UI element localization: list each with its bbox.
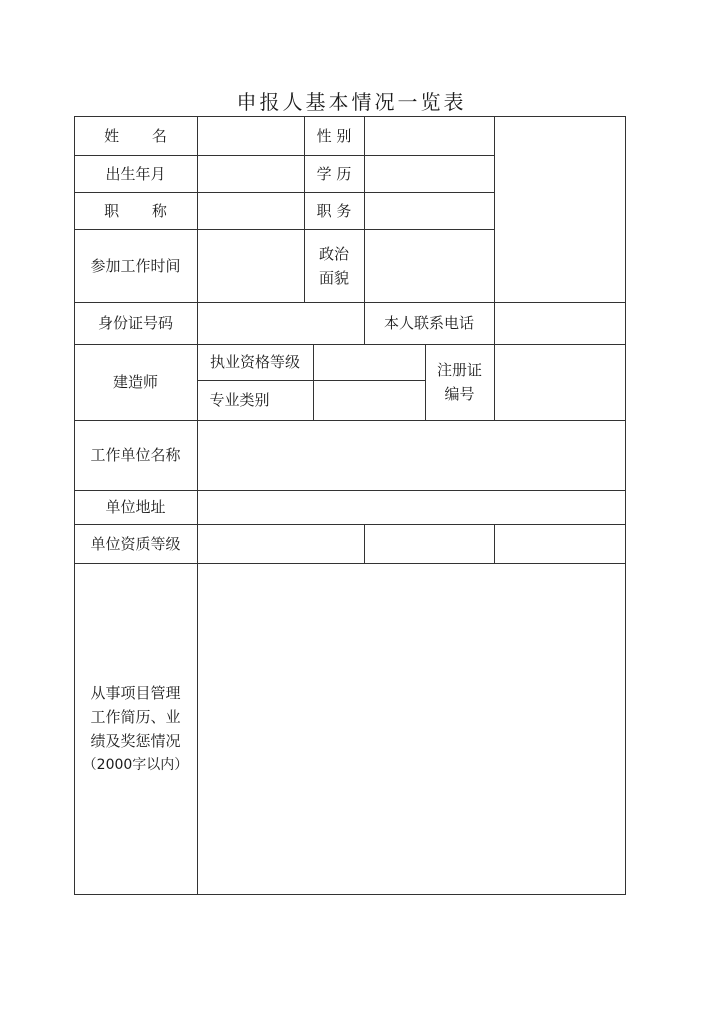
reg-cert-field[interactable] [494,344,626,420]
constructor-label: 建造师 [112,373,158,391]
resume-label-line4: （2000字以内） [82,757,189,773]
qualification-level-field[interactable] [313,344,425,380]
reg-cert-label [425,344,494,420]
political-label-line1: 政治 [318,244,349,263]
political-label [304,229,364,302]
position-label: 职 务 [316,201,352,220]
resume-label-line1: 从事项目管理 [90,684,181,702]
gender-label: 性 别 [316,126,352,145]
photo-box[interactable] [494,116,626,302]
specialty-label: 专业类别 [209,391,270,409]
gender-field[interactable] [364,116,494,155]
education-field[interactable] [364,155,494,192]
resume-field[interactable] [197,563,626,895]
birth-label: 出生年月 [105,164,166,183]
employer-grade-label: 单位资质等级 [90,534,181,553]
employer-grade-field-2[interactable] [364,524,494,563]
work-start-label: 参加工作时间 [90,256,181,275]
birth-field[interactable] [197,155,304,192]
work-start-field[interactable] [197,229,304,302]
form-title: 申报人基本情况一览表 [236,90,467,114]
political-label-line2: 面貌 [318,268,349,287]
employer-grade-field-3[interactable] [494,524,626,563]
reg-cert-label-line1: 注册证 [436,361,482,379]
name-label: 姓 名 [104,126,181,145]
title-rank-field[interactable] [197,192,304,229]
reg-cert-label-line2: 编号 [444,385,475,403]
employer-field[interactable] [197,420,626,490]
name-field[interactable] [197,116,304,155]
employer-address-field[interactable] [197,490,626,524]
employer-label: 工作单位名称 [90,446,181,464]
title-rank-label: 职 称 [104,201,181,220]
qualification-level-label: 执业资格等级 [209,353,300,371]
political-field[interactable] [364,229,494,302]
employer-address-label: 单位地址 [105,498,166,516]
specialty-field[interactable] [313,380,425,420]
id-number-field[interactable] [197,302,364,344]
resume-label-line3: 绩及奖惩情况 [90,732,181,750]
resume-label-line2: 工作简历、业 [90,708,181,726]
position-field[interactable] [364,192,494,229]
phone-label: 本人联系电话 [383,314,474,332]
employer-grade-field-1[interactable] [197,524,364,563]
phone-field[interactable] [494,302,626,344]
id-number-label: 身份证号码 [97,314,173,332]
education-label: 学 历 [316,164,352,183]
resume-label [74,563,197,895]
